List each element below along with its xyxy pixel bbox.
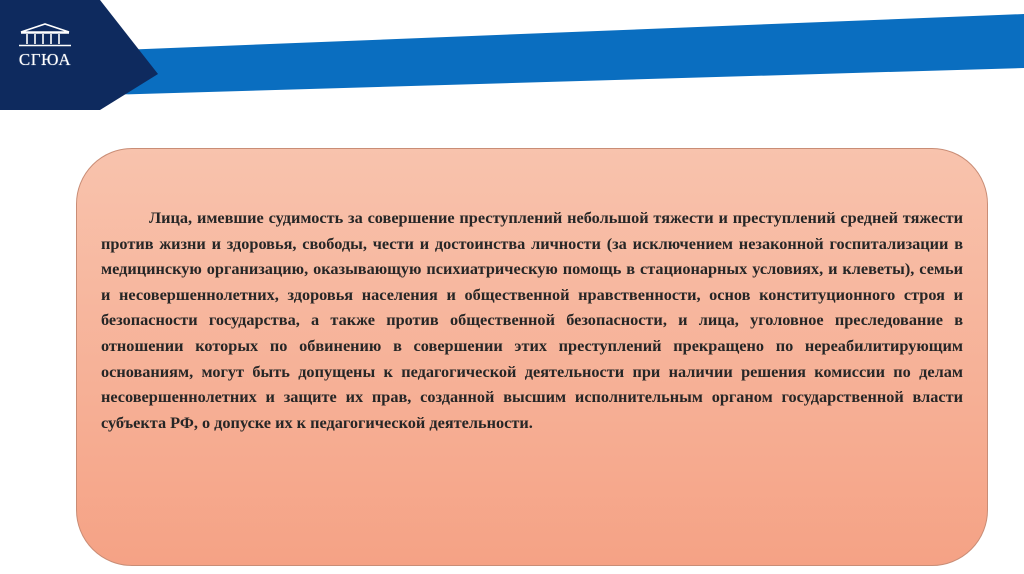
logo-text: СГЮА [18, 50, 72, 69]
content-paragraph: Лица, имевшие судимость за совершение преступлений небольшой тяжести и преступлений средней тяжести против жизни и здоровья, свободы, чести и достоинства личности (за исключением незаконной госпитализации в медицинскую организацию, оказывающую психиатрическую помощь в стационарных условиях, и клеветы), семьи и несовершеннолетних, здоровья населения и общественной нравственности, основ конституционного строя и безопасности государства, а также против общественной безопасности, и лица, уголовное преследование в отношении которых по обвинению в совершении этих преступлений прекращено по нереабилитирующим основаниям, могут быть допущены к педагогической деятельности при наличии решения комиссии по делам несовершеннолетних и защите их прав, созданной высшим исполнительным органом государственной власти субъекта РФ, о допуске их к педагогической деятельности. [101, 208, 963, 432]
header-band [0, 0, 1024, 110]
header-blue-stripe [70, 14, 1024, 96]
building-icon [15, 22, 75, 48]
logo [12, 22, 78, 84]
